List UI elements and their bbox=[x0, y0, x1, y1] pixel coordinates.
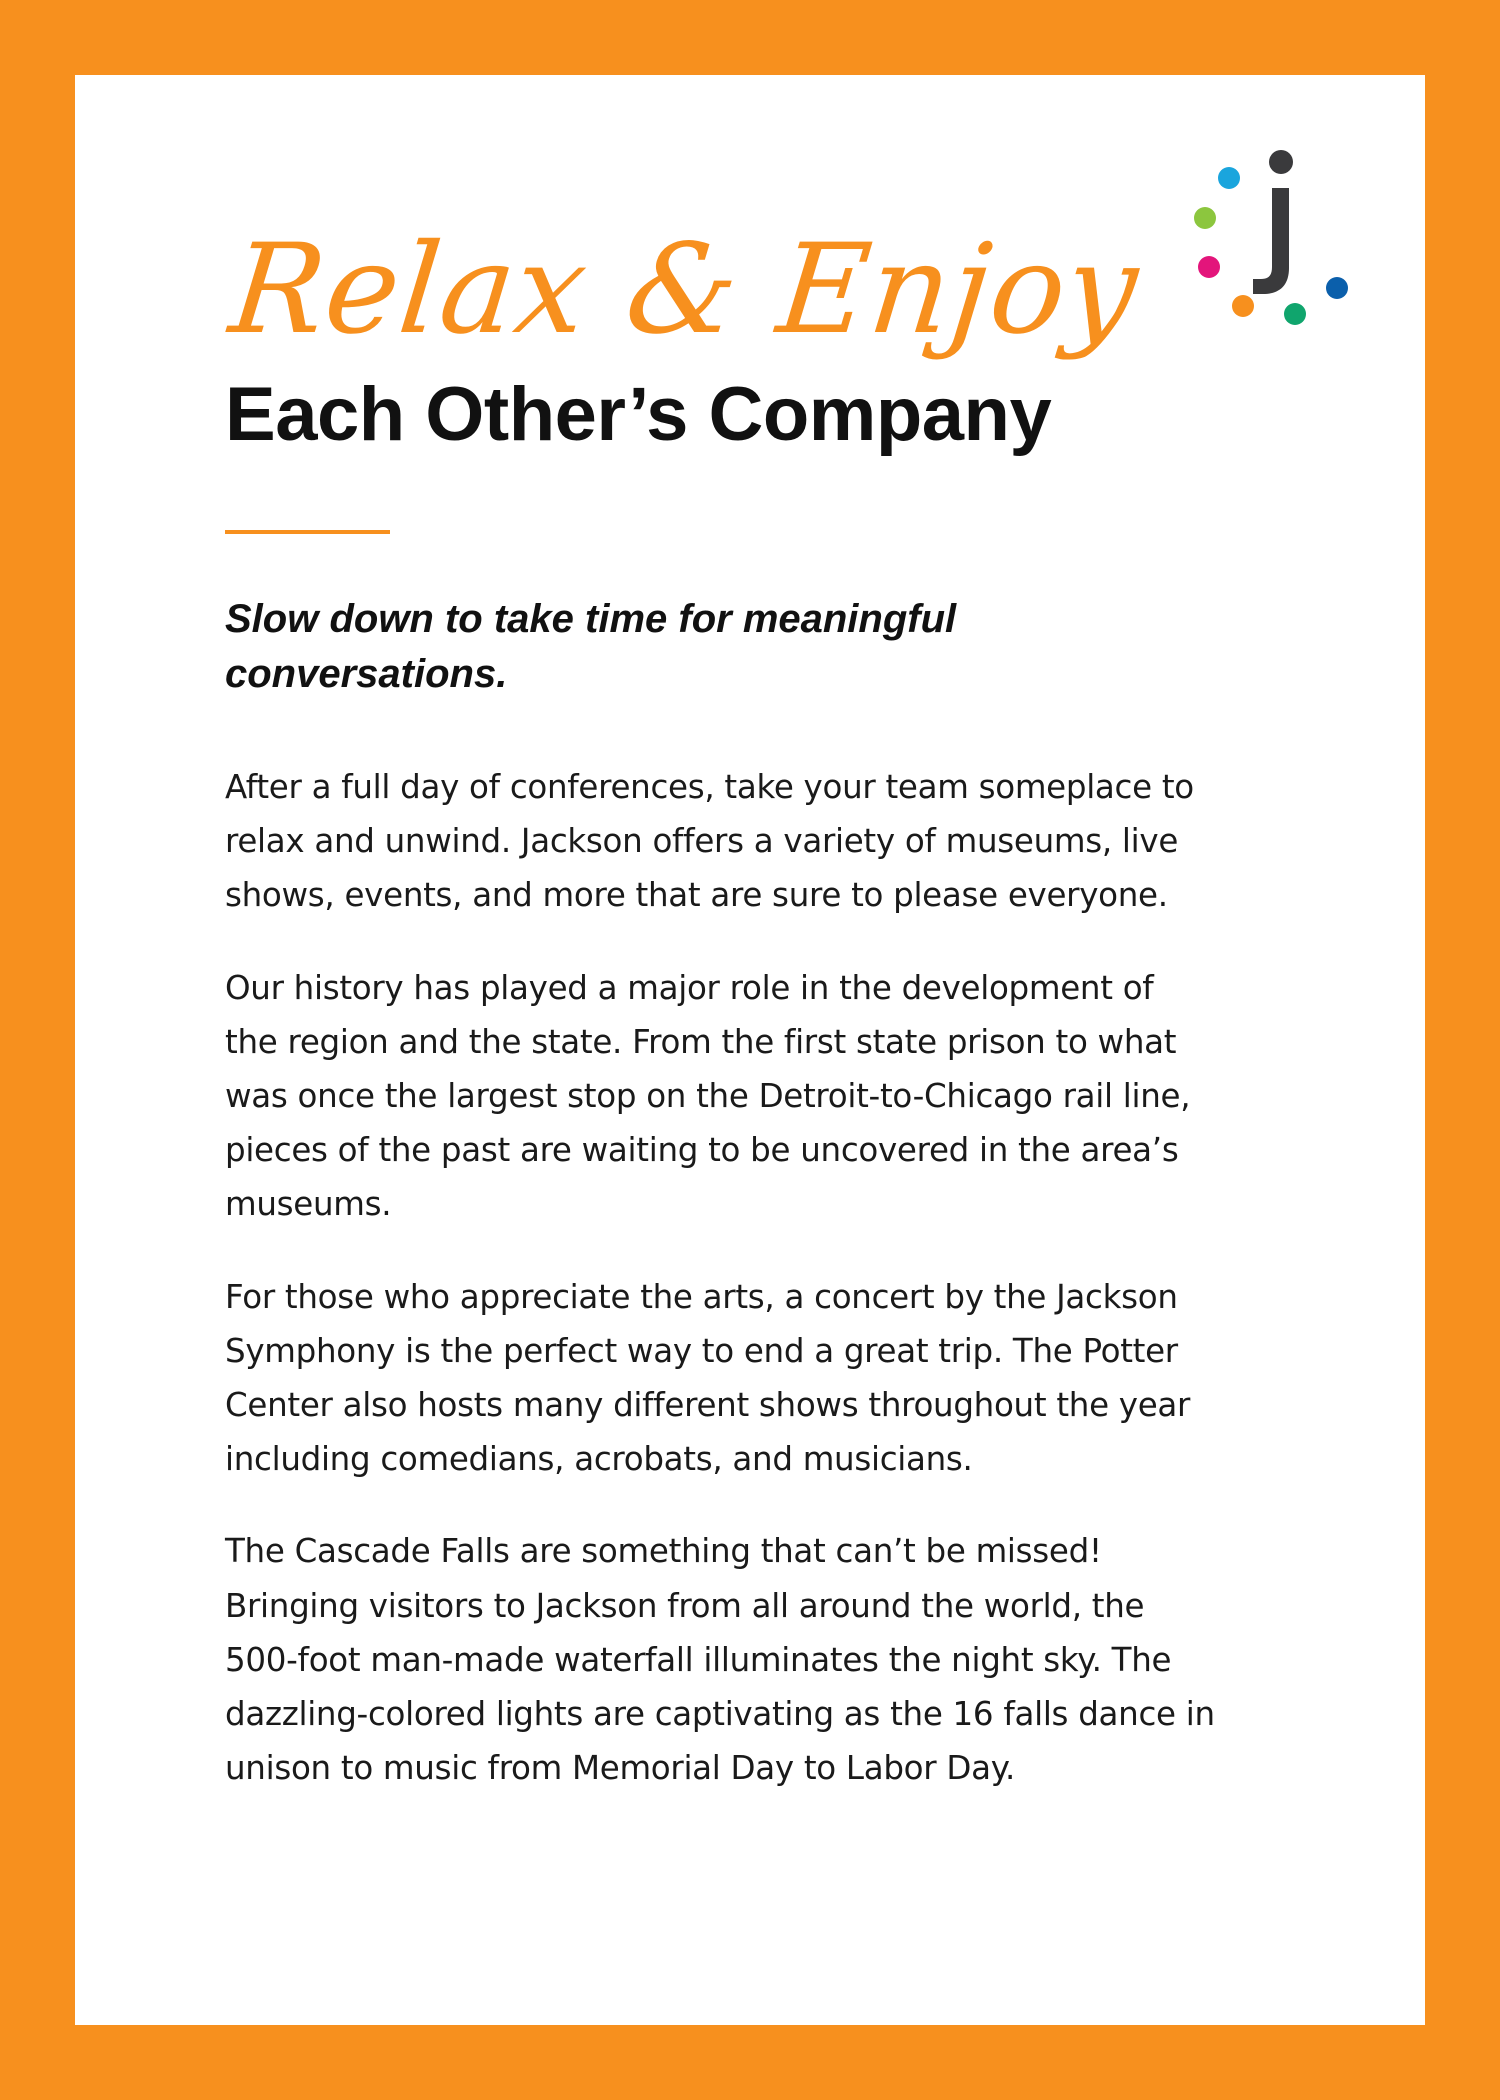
logo-letter-dot bbox=[1269, 150, 1293, 174]
logo-dot-blue bbox=[1326, 277, 1348, 299]
paragraph-cascade-falls: The Cascade Falls are something that can’t be missed! Bringing visitors to Jackson from all around the world, the 500-foot man-made waterfall illuminates the night sky. The dazzling-colored lights are captivating as the 16 falls dance in unison to music from Memorial Day to Labor Day. bbox=[225, 1532, 1215, 1788]
jackson-logo bbox=[1180, 140, 1360, 340]
logo-dot-orange bbox=[1232, 295, 1254, 317]
script-title: Relax & Enjoy bbox=[223, 218, 1146, 362]
logo-dot-teal bbox=[1284, 303, 1306, 325]
page-title: Each Other’s Company bbox=[225, 372, 1052, 457]
body-content bbox=[225, 592, 1215, 1833]
logo-letter-j bbox=[1253, 188, 1289, 294]
paragraph-museums-shows: After a full day of conferences, take your team someplace to relax and unwind. Jackson offers a variety of museums, live shows, events, and more that are sure to please everyone. bbox=[225, 768, 1194, 915]
logo-dot-cyan bbox=[1218, 167, 1240, 189]
title-divider bbox=[225, 530, 390, 534]
paragraph-history: Our history has played a major role in the development of the region and the state. From the first state prison to what was once the largest stop on the Detroit-to-Chicago rail line, pieces of the past are waiting to be uncovered in the area’s museums. bbox=[225, 968, 1191, 1224]
logo-dot-green bbox=[1194, 207, 1216, 229]
lead-text: Slow down to take time for meaningful conversations. bbox=[225, 597, 957, 696]
logo-dot-magenta bbox=[1198, 256, 1220, 278]
paragraph-arts: For those who appreciate the arts, a concert by the Jackson Symphony is the perfect way to end a great trip. The Potter Center also hosts many different shows throughout the year including comedians, acrobats, and musicians. bbox=[225, 1277, 1191, 1479]
